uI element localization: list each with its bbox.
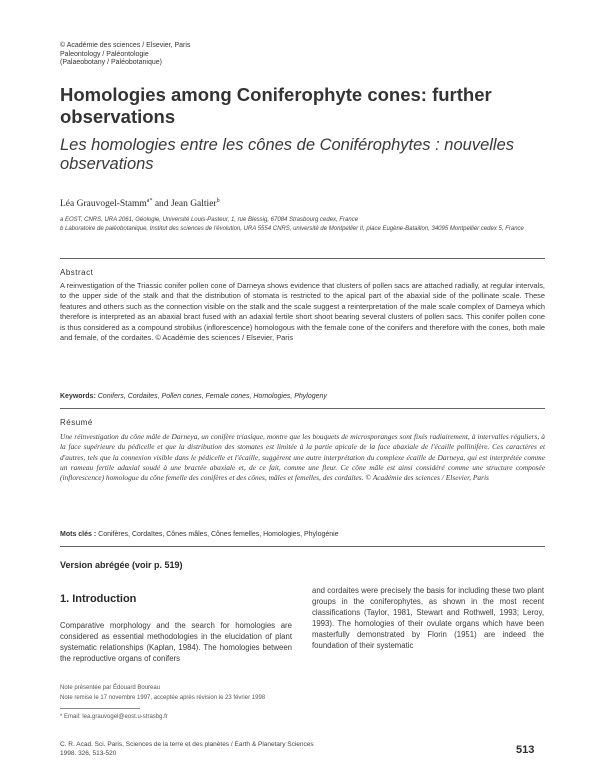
author-1: Léa Grauvogel-Stamm [60, 199, 147, 210]
keywords-label: Keywords: [60, 393, 96, 400]
header-line-2: Paleontology / Paléontologie [60, 50, 149, 58]
footer-line-2: 1998. 326, 513-520 [60, 749, 117, 757]
paper-subtitle: Les homologies entre les cônes de Coniférophytes : nouvelles observations [60, 136, 515, 173]
journal-footer [60, 741, 314, 758]
author-list [60, 198, 220, 209]
divider-top [60, 258, 545, 259]
resume-heading: Résumé [60, 418, 93, 427]
footer-line-1: C. R. Acad. Sci. Paris, Sciences de la terre et des planètes / Earth & Planetary Sciences [60, 741, 314, 748]
author-and: and [154, 199, 169, 210]
intro-right-column: and cordaites were precisely the basis for including these two plant groups in the coniferophytes, as shown in the most recent classifications (Taylor, 1981, Stewart and Rothwell, 1993; Leroy, 1993). The homologies of their ovulate organs which have been masterfully demonstrated by Florin (1951) are indeed the foundation of their systematic [312, 586, 544, 650]
footnote-rule [60, 708, 140, 709]
abstract-heading: Abstract [60, 268, 94, 277]
divider-bottom [60, 546, 545, 547]
paper-title: Homologies among Coniferophyte cones: further observations [60, 84, 492, 127]
author-2: Jean Galtier [170, 199, 217, 210]
page-number: 513 [516, 744, 535, 756]
affiliation-a: a EOST, CNRS, URA 2061, Géologie, Université Louis-Pasteur, 1, rue Blessig, 67084 Strasbourg cedex, France [60, 217, 359, 223]
author-email: * Email: lea.grauvogel@eost.u-strasbg.fr [60, 714, 168, 720]
author-2-sup: b [216, 198, 220, 204]
keywords-value: Conifers, Cordaites, Pollen cones, Female cones, Homologies, Phylogeny [97, 393, 327, 400]
abstract-text: A reinvestigation of the Triassic conifer pollen cone of Darneya shows evidence that clusters of pollen sacs are attached radially, at regular intervals, to the upper side of the stalk and that the distribution of stomata is restricted to the apical part of the abaxial side of the pollinate scale. These features and others such as the connection visible on the stalk and the scale suggest a reinterpretation of the male scale complex of Darneya which therefore is interpreted as an abaxial bract fused with an adaxial fertile short shoot bearing several clusters of pollen sacs. This conifer pollen cone is thus considered as a compound strobilus (inflorescence) homologous with the female cone of the conifers and therefore with the cones, both male and female, of the cordaites. © Académie des sciences / Elsevier, Paris [60, 281, 545, 343]
header-line-1: © Académie des sciences / Elsevier, Paris [60, 42, 191, 49]
mots-cles-value: Conifères, Cordaïtes, Cônes mâles, Cônes femelles, Homologies, Phylogénie [98, 531, 339, 538]
resume-text: Une réinvestigation du cône mâle de Darneya, un conifère triasique, montre que les bouquets de microsporanges sont fixés radiairement, à intervalles réguliers, à la face supérieure du pédicelle et que la distribution des stomates est limitée à la partie apicale de la face abaxiale de l'écaille pollinifère. Ces caractères et d'autres, tels que la connexion visible dans le pédicelle et l'écaille, suggèrent une autre interprétation du complexe écaille de Darneya, qui est interprétée comme un rameau fertile adaxial soudé à une bractée abaxiale et, de ce fait, comme une fleur. Ce cône mâle est ainsi considéré comme une structure composée (inflorescence) homologue du cône femelle des conifères et des cônes, mâles et femelles, des cordaïtes. © Académie des sciences / Elsevier, Paris [60, 432, 545, 483]
note-received: Note remise le 17 novembre 1997, acceptée après révision le 23 février 1998 [60, 695, 266, 701]
version-abregee-link[interactable]: Version abrégée (voir p. 519) [60, 560, 183, 570]
introduction-heading: 1. Introduction [60, 593, 137, 605]
keywords-line [60, 393, 327, 400]
header-line-3: (Palaeobotany / Paléobotanique) [60, 59, 162, 66]
note-presented: Note présentée par Édouard Boureau [60, 685, 161, 691]
mots-cles-label: Mots clés : [60, 531, 97, 538]
author-1-sup: a* [146, 198, 153, 204]
divider-mid [60, 408, 545, 409]
journal-header [60, 42, 190, 68]
affiliations [60, 216, 545, 234]
mots-cles-line [60, 531, 339, 538]
affiliation-b: b Laboratoire de paléobotanique, Institut des sciences de l'évolution, URA 5554 CNRS, université de Montpellier II, place Eugène-Bataillon, 34095 Montpellier cedex 5, France [60, 226, 524, 232]
intro-left-column: Comparative morphology and the search for homologies are considered as essential methodologies in the elucidation of plant systematic relationships (Kaplan, 1984). The homologies between the reproductive organs of conifers [60, 621, 292, 663]
